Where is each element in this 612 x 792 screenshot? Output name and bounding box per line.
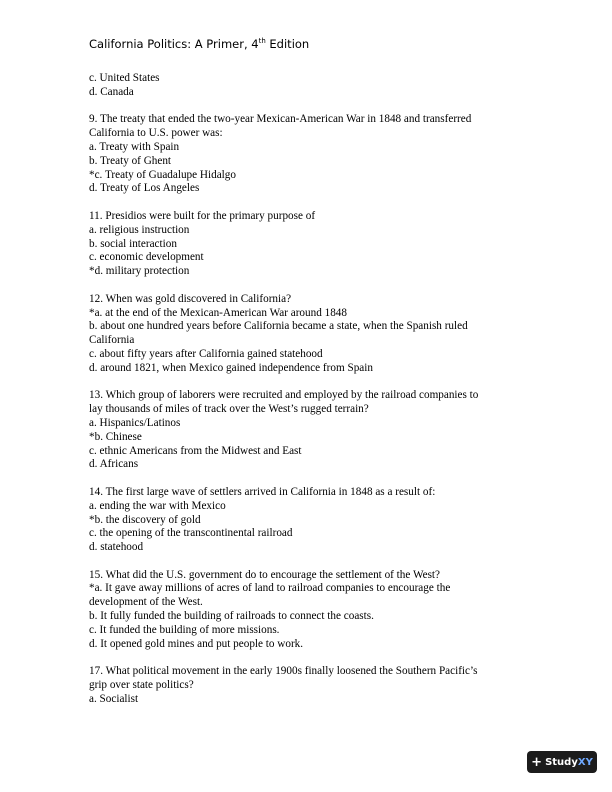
text-line: 15. What did the U.S. government do to encourage the settlement of the West?: [89, 568, 441, 581]
text-line: *c. Treaty of Guadalupe Hidalgo: [89, 168, 236, 181]
text-line: *b. Chinese: [89, 430, 142, 443]
question-block: [89, 293, 529, 376]
text-line: 11. Presidios were built for the primary purpose of: [89, 209, 316, 222]
text-line: a. Treaty with Spain: [89, 140, 180, 153]
plus-icon: +: [531, 754, 543, 770]
question-list: [89, 72, 529, 720]
text-line: d. It opened gold mines and put people to work.: [89, 637, 304, 650]
text-line: 17. What political movement in the early 1900s finally loosened the Southern Pacific’s: [89, 665, 478, 678]
text-line: 9. The treaty that ended the two-year Mexican-American War in 1848 and transferred: [89, 113, 472, 126]
text-line: b. It fully funded the building of railroads to connect the coasts.: [89, 610, 374, 623]
question-block: [89, 486, 529, 555]
text-line: development of the West.: [89, 596, 203, 609]
text-line: d. Canada: [89, 85, 134, 98]
text-line: lay thousands of miles of track over the West’s rugged terrain?: [89, 403, 369, 416]
question-block: [89, 569, 529, 652]
question-block: [89, 665, 529, 706]
header-title-superscript: th: [258, 37, 266, 45]
question-block: [89, 389, 529, 472]
text-line: b. Treaty of Ghent: [89, 154, 172, 167]
text-line: d. Treaty of Los Angeles: [89, 182, 200, 195]
text-line: c. economic development: [89, 251, 204, 264]
text-line: d. Africans: [89, 458, 139, 471]
header-title-prefix: California Politics: A Primer, 4: [89, 37, 259, 51]
text-line: d. statehood: [89, 541, 144, 554]
text-line: c. It funded the building of more missions.: [89, 623, 280, 636]
question-block: [89, 210, 529, 279]
text-line: c. about fifty years after California gained statehood: [89, 347, 323, 360]
text-line: a. Hispanics/Latinos: [89, 416, 181, 429]
text-line: d. around 1821, when Mexico gained independence from Spain: [89, 361, 373, 374]
text-line: 13. Which group of laborers were recruited and employed by the railroad companies to: [89, 389, 479, 402]
text-line: a. ending the war with Mexico: [89, 499, 226, 512]
text-line: grip over state politics?: [89, 679, 194, 692]
text-line: c. the opening of the transcontinental railroad: [89, 527, 293, 540]
text-line: b. about one hundred years before California became a state, when the Spanish ruled: [89, 320, 468, 333]
text-line: *a. It gave away millions of acres of land to railroad companies to encourage the: [89, 582, 451, 595]
text-line: *a. at the end of the Mexican-American War around 1848: [89, 306, 347, 319]
text-line: a. religious instruction: [89, 223, 190, 236]
text-line: California: [89, 334, 135, 347]
text-line: a. Socialist: [89, 692, 139, 705]
text-line: c. ethnic Americans from the Midwest and East: [89, 444, 302, 457]
question-block: [89, 113, 529, 196]
text-line: c. United States: [89, 72, 160, 84]
text-line: *b. the discovery of gold: [89, 513, 201, 526]
text-line: 12. When was gold discovered in California?: [89, 292, 292, 305]
text-line: 14. The first large wave of settlers arrived in California in 1848 as a result of:: [89, 485, 436, 498]
header-title-suffix: Edition: [265, 37, 310, 51]
question-block: [89, 72, 529, 100]
text-line: *d. military protection: [89, 265, 190, 278]
text-line: b. social interaction: [89, 237, 177, 250]
page-header: [89, 37, 309, 51]
text-line: California to U.S. power was:: [89, 127, 223, 140]
studyxy-badge[interactable]: [527, 751, 597, 773]
brand-logo: StudyXY: [545, 756, 593, 768]
